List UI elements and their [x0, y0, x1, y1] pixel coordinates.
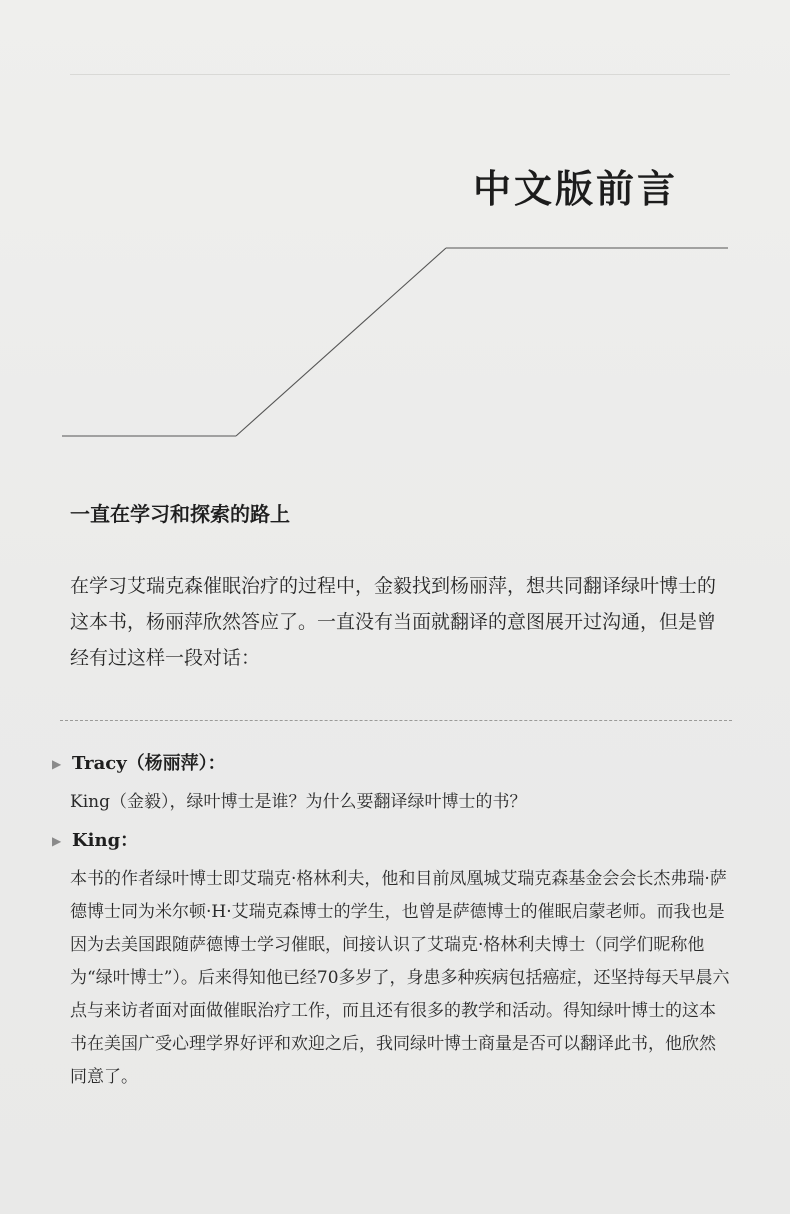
speech-tracy: King（金毅），绿叶博士是谁？为什么要翻译绿叶博士的书？	[70, 792, 527, 812]
page-title: 中文版前言	[472, 167, 678, 211]
dashed-divider	[60, 720, 732, 721]
section-subtitle: 一直在学习和探索的路上	[70, 502, 290, 526]
triangle-bullet-icon: ▶	[52, 757, 62, 771]
title-decoration-lines	[0, 0, 790, 460]
speaker-king	[52, 827, 732, 855]
speaker-label: King：	[72, 830, 139, 851]
dialogue	[52, 750, 732, 1102]
intro-paragraph: 在学习艾瑞克森催眠治疗的过程中，金毅找到杨丽萍，想共同翻译绿叶博士的这本书，杨丽萍欣然答应了。一直没有当面就翻译的意图展开过沟通，但是曾经有过这样一段对话：	[70, 575, 717, 669]
speaker-label: Tracy（杨丽萍）：	[72, 753, 226, 774]
speech-king: 本书的作者绿叶博士即艾瑞克·格林利夫，他和目前凤凰城艾瑞克森基金会会长杰弗瑞·萨德博士同为米尔顿·H·艾瑞克森博士的学生，也曾是萨德博士的催眠启蒙老师。而我也是因为去美国跟随萨德博士学习催眠，间接认识了艾瑞克·格林利夫博士（同学们昵称他为“绿叶博士”）。后来得知他已经70多岁了，身患多种疾病包括癌症，还坚持每天早晨六点与来访者面对面做催眠治疗工作，而且还有很多的教学和活动。得知绿叶博士的这本书在美国广受心理学界好评和欢迎之后，我同绿叶博士商量是否可以翻译此书，他欣然同意了。	[70, 869, 730, 1087]
triangle-bullet-icon: ▶	[52, 834, 62, 848]
speaker-tracy	[52, 750, 732, 778]
decoration-line-diagonal	[236, 248, 446, 436]
